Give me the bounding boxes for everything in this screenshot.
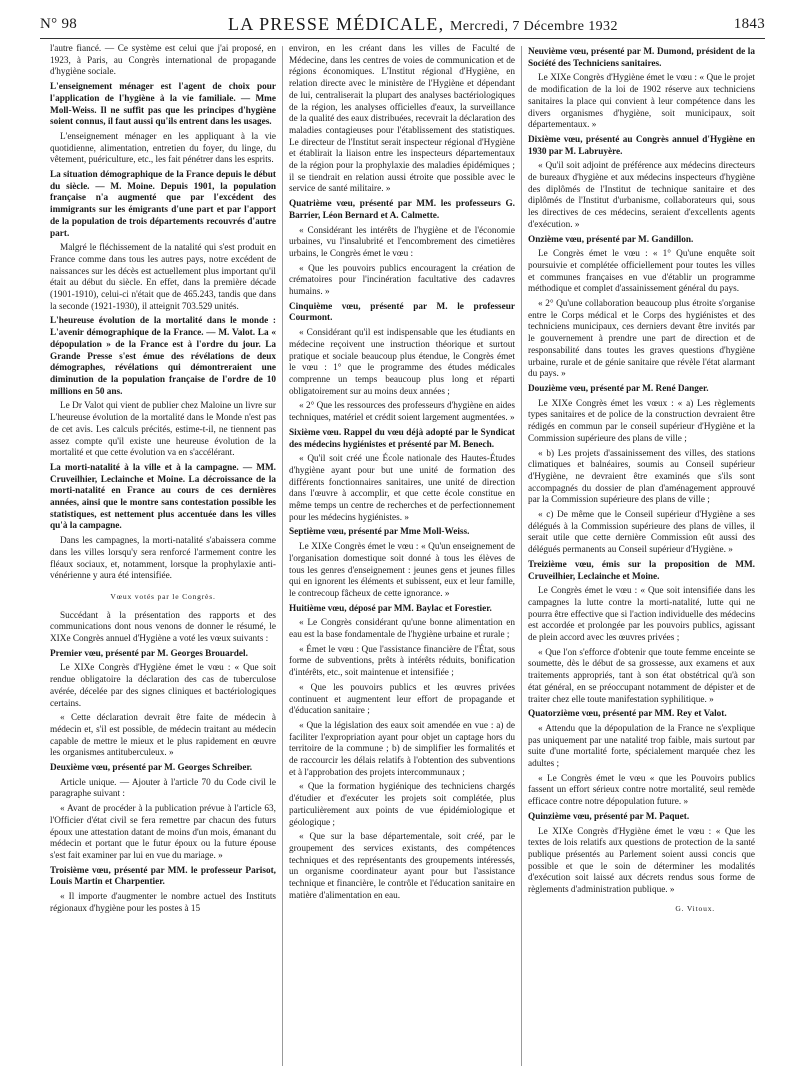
paragraph: Succédant à la présentation des rapports et des communications dont nous venons de donner le résumé, le XIXe Congrès annuel d'Hygiène a voté les vœux suivants : (50, 610, 276, 645)
paragraph: « Il importe d'augmenter le nombre actuel des Instituts régionaux d'hygiène pour les postes à 15 (50, 892, 276, 914)
section-paragraph: La situation démographique de la France depuis le début du siècle. — M. Moine. Depuis 1901, la population française n'a augmenté que par l'excédent des immigrants sur les émigrants d'une part et par l'apport de la population de trois départements recouvrés d'autre part. (50, 170, 276, 239)
paragraph: Le Congrès émet le vœu : « Que soit intensifiée dans les campagnes la lutte contre la morti-natalité, lutte qui ne pourra être effective que si l'action individuelle des médecins est accordée et prolongée par les pouvoirs publics, agissant de plein accord avec les œuvres privées ; (528, 586, 755, 644)
voeu-heading: Deuxième vœu, présenté par M. Georges Schreiber. (50, 763, 253, 774)
journal-name: LA PRESSE MÉDICALE, (228, 14, 445, 34)
page-number: 1843 (733, 16, 765, 32)
paragraph: Le Dr Valot qui vient de publier chez Maloine un livre sur L'heureuse évolution de la mortalité dans le Monde n'est pas de cet avis. Les calculs précités, estime-t-il, ne tiennent pas assez compte qu'il existe une heureuse évolution de la mortalité et que cette évolution va en s'accélérant. (50, 401, 276, 459)
paragraph: « Qu'il soit adjoint de préférence aux médecins directeurs de bureaux d'hygiène et aux médecins inspecteurs d'hygiène des diplômés de l'Institut de technique sanitaire et des diplômés de l'Institut d'urbanisme, collaborateurs qui, sous les directives de ces médecins, seraient d'excellents agents d'exécution. » (528, 161, 755, 230)
paragraph: « Attendu que la dépopulation de la France ne s'explique pas uniquement par une natalité trop faible, mais surtout par suite d'une mortalité forte, spécialement marquée chez les adultes ; (528, 723, 755, 770)
paragraph: « Que les pouvoirs publics et les œuvres privées continuent et augmentent leur effort de propagande et d'éducation sanitaire ; (289, 682, 515, 717)
paragraph: « Que la formation hygiénique des techniciens chargés d'étudier et d'exécuter les projets soit complétée, plus particulièrement aux points de vue épidémiologique et géologique ; (289, 782, 515, 828)
paragraph: « Avant de procéder à la publication prévue à l'article 63, l'Officier d'état civil se fera remettre par chacun des futurs époux une attestation datant de moins d'un mois, émanant du médecin et portant que le futur époux ou la future épouse s'est fait examiner par lui en vue du mariage. » (50, 804, 276, 861)
voeu-heading: Quinzième vœu, présenté par M. Paquet. (528, 811, 690, 822)
paragraph: « 2° Qu'une collaboration beaucoup plus étroite s'organise entre le Corps médical et le Corps des hygiénistes et des techniciens municipaux, ces derniers devant être invités par le gouvernement à prendre une part de direction et de responsabilité dans toutes les graves questions d'hygiène urbaine, rurale et de génie sanitaire que révèle l'état alarmant du pays. » (528, 299, 755, 380)
paragraph: « Que l'on s'efforce d'obtenir que toute femme enceinte se soumette, dès le début de sa grossesse, aux examens et aux traitements appropriés, tant à son état obstétrical qu'à son état général, en se préoccupant notamment de dépister et de traiter chez elle toute manifestation syphilitique. » (528, 647, 755, 705)
paragraph: Le XIXe Congrès émet le vœu : « Qu'un enseignement de l'organisation domestique soit donné à tous les élèves de tous les genres d'enseignement : jeunes gens et jeunes filles qui en ignorent les éléments et subissent, eux et leur famille, le contrecoup fâcheux de cette ignorance. » (289, 542, 515, 599)
voeu-heading: Onzième vœu, présenté par M. Gandillon. (528, 234, 694, 245)
voeu-heading: Treizième vœu, émis sur la proposition de MM. Cruveilhier, Leclainche et Moine. (528, 559, 755, 582)
section-paragraph: La morti-natalité à la ville et à la campagne. — MM. Cruveilhier, Leclainche et Moine. La décroissance de la morti-natalité en France au cours de ces dernières années, ainsi que le montre sans contestation possible les statistiques, est nettement plus accentuée dans les villes qu'à la campagne. (50, 462, 276, 532)
paragraph: Dans les campagnes, la morti-natalité s'abaissera comme dans les villes lorsqu'y sera renforcé l'armement contre les fléaux sociaux, et, notamment, lorsque la prophylaxie anti-vénérienne y aura été intensifiée. (50, 536, 276, 582)
voeu-heading: Quatorzième vœu, présenté par MM. Rey et Valot. (528, 709, 727, 720)
paragraph: « Le Congrès émet le vœu « que les Pouvoirs publics fassent un effort sérieux contre notre mortalité, seul remède efficace contre notre dépopulation future. » (528, 773, 755, 808)
paragraph: « Qu'il soit créé une École nationale des Hautes-Études d'hygiène ayant pour but une unité de formation des différents fonctionnaires sanitaires, une unité de direction dans l'œuvre à accomplir, et que cette école constitue en même temps un centre de recherches et de perfectionnement pour les médecins hygiénistes. » (289, 454, 515, 523)
paragraph: Le XIXe Congrès émet les vœux : « a) Les règlements types sanitaires et de police de la construction devraient être rédigés en commun par le conseil supérieur d'Hygiène et la Commission supérieure des plans de ville ; (528, 398, 755, 444)
column-2 (289, 44, 515, 1074)
voeu-heading: Cinquième vœu, présenté par M. le professeur Courmont. (289, 301, 515, 324)
voeu-heading: Troisième vœu, présenté par MM. le professeur Parisot, Louis Martin et Charpentier. (50, 865, 276, 888)
section-paragraph: L'heureuse évolution de la mortalité dans le monde : L'avenir démographique de la France. — M. Valot. La « dépopulation » de la France est à l'ordre du jour. La Grande Presse s'est émue des révélations de deux démographes, révélations qui démontreraient une diminution de la population française de l'ordre de 10 millions en 50 ans. (50, 316, 276, 397)
paragraph: « Cette déclaration devrait être faite de médecin à médecin et, s'il est possible, de médecin traitant au médecin capable de mettre le mieux et le plus rapidement en œuvre les organismes antituberculeux. » (50, 713, 276, 759)
paragraph: Le XIXe Congrès d'Hygiène émet le vœu : « Que le projet de modification de la loi de 1902 réserve aux techniciens sanitaires la place qui convient à leur compétence dans les divers organismes d'hygiène, soit municipaux, soit départementaux. » (528, 73, 755, 131)
issue-date: Mercredi, 7 Décembre 1932 (450, 19, 618, 34)
paragraph: environ, en les créant dans les villes de Faculté de Médecine, dans les centres de voies de communication et de régions économiques. L'Institut régional d'Hygiène, en relation directe avec le ministère de l'Hygiène et dépendant de lui, centraliserait la plupart des analyses bactériologiques de la région, les analyses officielles d'eaux, la surveillance de la qualité des eaux distribuées, recevrait la déclaration des maladies contagieuses pour l'établissement des statistiques. Le directeur de l'Institut serait inspecteur régional d'Hygiène et établirait la liaison entre les inspecteurs départementaux de la région pour la prophylaxie des maladies épidémiques ; il se tiendrait en relation aussi étroite que possible avec le service de santé militaire. » (289, 44, 515, 195)
header-rule (40, 38, 765, 39)
author-signature: G. Vitoux. (675, 903, 715, 913)
voeu-heading: Quatrième vœu, présenté par MM. les professeurs G. Barrier, Léon Bernard et A. Calmette. (289, 199, 515, 221)
paragraph: « Considérant les intérêts de l'hygiène et de l'économie urbaines, vu l'insalubrité et l'encombrement des cimetières urbains, le Congrès émet le vœu : (289, 225, 515, 259)
paragraph: « c) De même que le Conseil supérieur d'Hygiène a ses délégués à la Commission supérieure des plans de villes, il serait utile que cette dernière Commission eût aussi des délégués permanents au Conseil supérieur d'Hygiène. » (528, 510, 755, 556)
paragraph: Article unique. — Ajouter à l'article 70 du Code civil le paragraphe suivant : (50, 777, 276, 800)
section-paragraph: L'enseignement ménager est l'agent de choix pour l'application de l'hygiène à la vie familiale. — Mme Moll-Weiss. Il ne suffit pas que les principes d'hygiène soient connus, il faut aussi qu'ils entrent dans les usages. (50, 82, 276, 128)
voeu-heading: Douzième vœu, présenté par M. René Danger. (528, 383, 709, 394)
voeu-heading: Dixième vœu, présenté au Congrès annuel d'Hygiène en 1930 par M. Labruyère. (528, 134, 755, 157)
paragraph: « Considérant qu'il est indispensable que les étudiants en médecine reçoivent une instruction théorique et surtout pratique et sociale beaucoup plus étendue, le Congrès émet le vœu : 1° que le programme des études médicales comprenne un temps beaucoup plus long et réparti obligatoirement sur au moins deux années ; (289, 328, 515, 397)
voeu-heading: Premier vœu, présenté par M. Georges Brouardel. (50, 648, 248, 659)
paragraph: « Émet le vœu : Que l'assistance financière de l'État, sous forme de subventions, prêts à intérêts réduits, bonification d'intérêts, etc., soit maintenue et intensifiée ; (289, 644, 515, 679)
voeu-heading: Septième vœu, présenté par Mme Moll-Weiss. (289, 527, 470, 538)
paragraph: L'enseignement ménager en les appliquant à la vie quotidienne, alimentation, entretien du foyer, du linge, du vêtement, puériculture, etc., les fait pénétrer dans les esprits. (50, 131, 276, 166)
voeu-heading: Huitième vœu, déposé par MM. Baylac et Forestier. (289, 603, 492, 614)
page-header (40, 14, 765, 36)
voeu-heading: Neuvième vœu, présenté par M. Dumond, président de la Société des Techniciens sanitaires. (528, 47, 755, 69)
paragraph: « b) Les projets d'assainissement des villes, des stations climatiques et balnéaires, soumis au Conseil supérieur d'Hygiène, ne devraient être examinés que s'ils sont accompagnés du dossier de plan d'aménagement approuvé par la Commission supérieure des plans de ville ; (528, 448, 755, 506)
column-1 (50, 44, 276, 1074)
paragraph: « Que sur la base départementale, soit créé, par le groupement des services existants, des compétences techniques et des représentants des groupements intéressés, un organisme coordinateur ayant pour but l'assistance technique et financière, le contrôle et l'éducation sanitaire en matière d'alimentation en eau. (289, 832, 515, 901)
paragraph: l'autre fiancé. — Ce système est celui que j'ai proposé, en 1923, à Paris, au Congrès international de propagande d'hygiène sociale. (50, 44, 276, 78)
section-heading-voeux: Vœux votés par le Congrès. (110, 591, 216, 601)
paragraph: « 2° Que les ressources des professeurs d'hygiène en aides techniques, matériel et crédit soient largement augmentées. » (289, 401, 515, 424)
column-3 (528, 44, 755, 1074)
column-rule (282, 46, 283, 1066)
paragraph: Le XIXe Congrès d'Hygiène émet le vœu : « Que soit rendue obligatoire la déclaration des cas de tuberculose avérée, décelée par des signes cliniques et bactériologiques certains. (50, 663, 276, 709)
issue-number: N° 98 (40, 16, 78, 32)
paragraph: « Que la législation des eaux soit amendée en vue : a) de faciliter l'expropriation ayant pour objet un captage hors du territoire de la commune ; b) de simplifier les formalités et de raccourcir les délais relatifs à l'obtention des subventions et à l'approbation des projets intercommunaux ; (289, 720, 515, 778)
paragraph: Le XIXe Congrès d'Hygiène émet le vœu : « Que les textes de lois relatifs aux questions de protection de la santé publique présentés au Parlement soient aussi concis que possible et que le soin de déterminer les modalités d'exécution soit laissé aux décrets rendus sous forme de règlements d'administration publique. » (528, 826, 755, 896)
column-rule (521, 46, 522, 1066)
voeu-heading: Sixième vœu. Rappel du vœu déjà adopté par le Syndicat des médecins hygiénistes et présenté par M. Benech. (289, 427, 515, 450)
paragraph: « Le Congrès considérant qu'une bonne alimentation en eau est la base fondamentale de l'hygiène urbaine et rurale ; (289, 618, 515, 641)
paragraph: « Que les pouvoirs publics encouragent la création de crématoires pour l'incinération facultative des cadavres humains. » (289, 263, 515, 298)
paragraph: Le Congrès émet le vœu : « 1° Qu'une enquête soit poursuivie et complétée officiellement pour toutes les villes et communes françaises en vue d'établir un programme méthodique et complet d'assainissement général du pays. (528, 249, 755, 295)
paragraph: Malgré le fléchissement de la natalité qui s'est produit en France comme dans tous les autres pays, notre excédent de naissances sur les décès est actuellement plus important qu'il était au début du siècle. En effet, dans la première décade (1901-1910), celui-ci n'était que de 465.243, tandis que dans la seconde (1921-1930), il atteignit 703.529 unités. (50, 243, 276, 312)
journal-title (228, 14, 618, 35)
